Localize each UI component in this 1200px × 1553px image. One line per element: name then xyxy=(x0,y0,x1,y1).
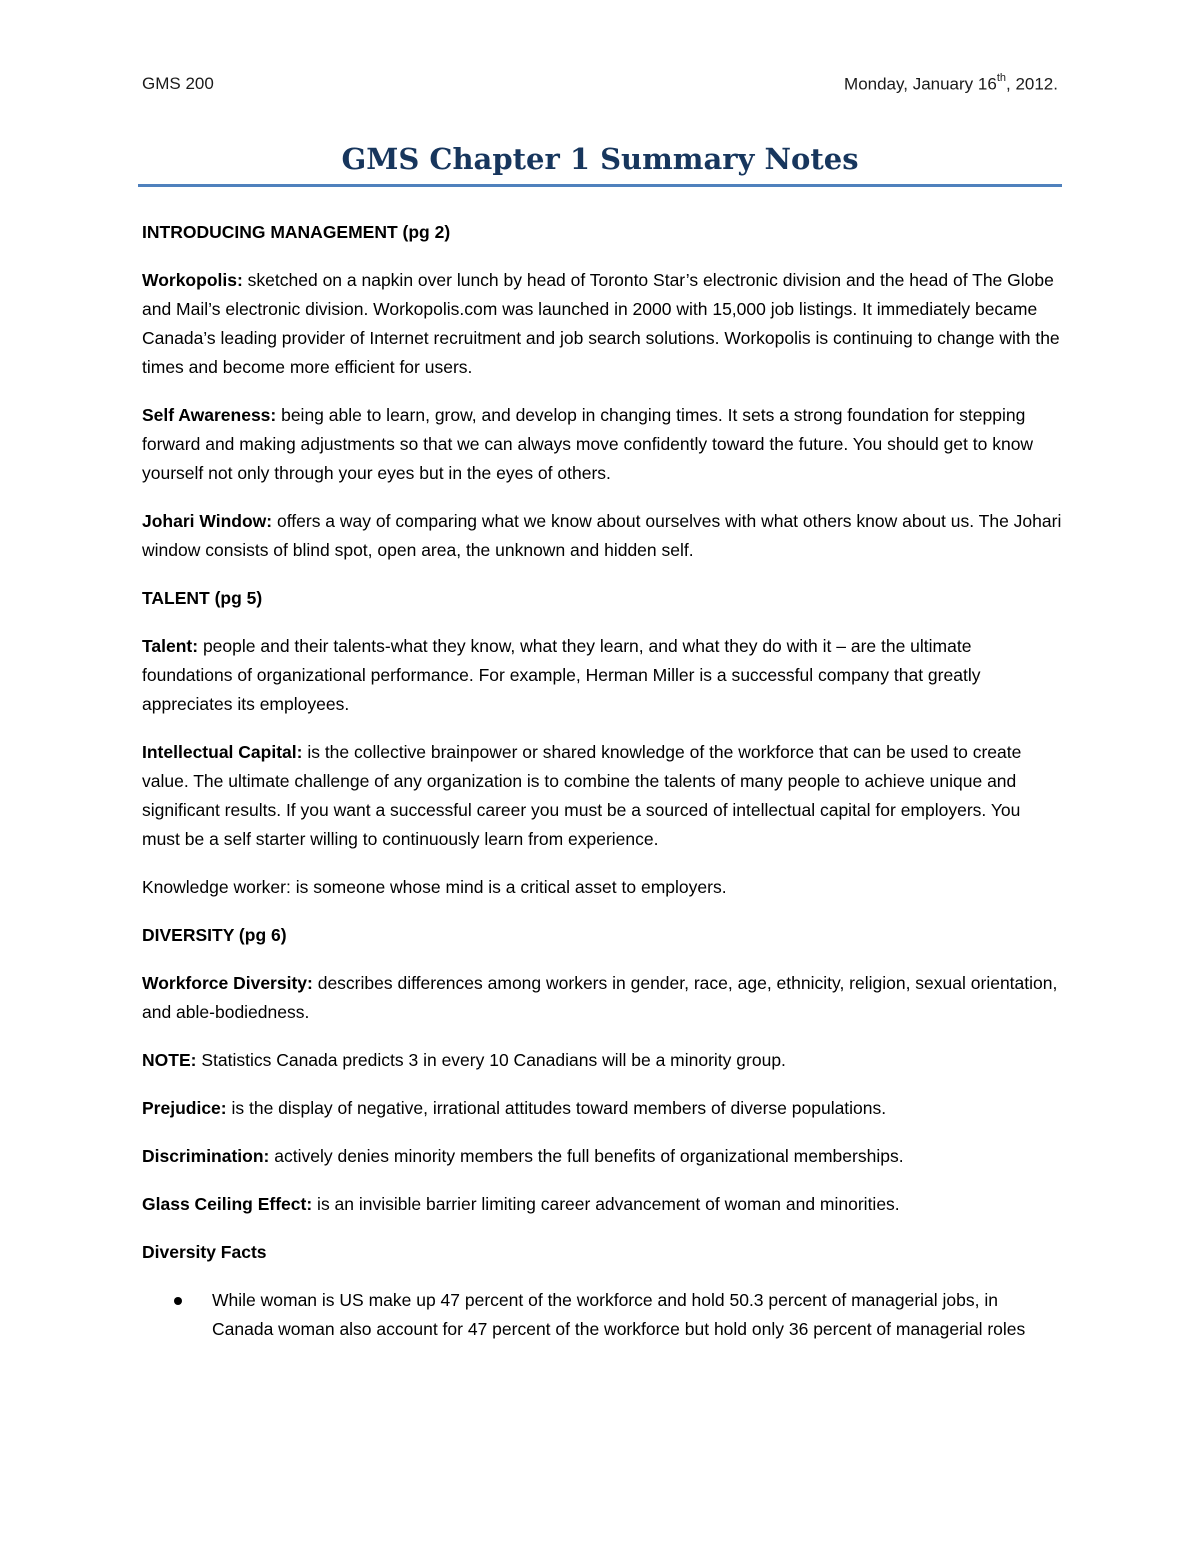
paragraph-glass-ceiling xyxy=(142,1190,1062,1219)
term-label: Johari Window: xyxy=(142,511,273,531)
term-definition: is the display of negative, irrational attitudes toward members of diverse populations. xyxy=(226,1098,887,1118)
list-item xyxy=(142,1286,1062,1344)
paragraph-note xyxy=(142,1046,1062,1075)
term-definition: offers a way of comparing what we know about ourselves with what others know about us. The Johari window consists of blind spot, open area, the unknown and hidden self. xyxy=(142,511,1062,560)
diversity-facts-list xyxy=(142,1286,1062,1344)
term-definition: is an invisible barrier limiting career advancement of woman and minorities. xyxy=(312,1194,900,1214)
term-label: Self Awareness: xyxy=(142,405,277,425)
document-body xyxy=(142,218,1062,1344)
term-definition: being able to learn, grow, and develop in changing times. It sets a strong foundation for stepping forward and making adjustments so that we can always move confidently toward the future. You should get to know yourself not only through your eyes but in the eyes of others. xyxy=(142,405,1034,483)
paragraph-knowledge-worker: Knowledge worker: is someone whose mind is a critical asset to employers. xyxy=(142,877,727,897)
paragraph-talent xyxy=(142,632,1062,719)
bullet-icon xyxy=(174,1297,182,1305)
section-heading-diversity-facts: Diversity Facts xyxy=(142,1242,267,1262)
paragraph-intellectual-capital xyxy=(142,738,1062,854)
date-ordinal: th xyxy=(996,72,1006,84)
paragraph-self-awareness xyxy=(142,401,1062,488)
section-heading-intro: INTRODUCING MANAGEMENT (pg 2) xyxy=(142,222,451,242)
paragraph-johari-window xyxy=(142,507,1062,565)
term-definition: sketched on a napkin over lunch by head of Toronto Star’s electronic division and the head of The Globe and Mail’s electronic division. Workopolis.com was launched in 2000 with 15,000 job listings. It immediately became Canada’s leading provider of Internet recruitment and job search solutions. Workopolis is continuing to change with the times and become more efficient for users. xyxy=(142,270,1060,377)
term-label: Discrimination: xyxy=(142,1146,270,1166)
term-definition: people and their talents-what they know, what they learn, and what they do with it – are the ultimate foundations of organizational performance. For example, Herman Miller is a successful company that greatly appreciates its employees. xyxy=(142,636,981,714)
term-definition: Statistics Canada predicts 3 in every 10 Canadians will be a minority group. xyxy=(196,1050,786,1070)
section-heading-talent: TALENT (pg 5) xyxy=(142,588,263,608)
term-label: Workforce Diversity: xyxy=(142,973,313,993)
term-definition: actively denies minority members the full benefits of organizational memberships. xyxy=(269,1146,904,1166)
section-heading-diversity: DIVERSITY (pg 6) xyxy=(142,925,287,945)
title-underline xyxy=(138,184,1062,187)
course-code: GMS 200 xyxy=(142,74,214,93)
term-definition: is the collective brainpower or shared knowledge of the workforce that can be used to create value. The ultimate challenge of any organization is to combine the talents of many people to achieve unique and significant results. If you want a successful career you must be a sourced of intellectual capital for employers. You must be a self starter willing to continuously learn from experience. xyxy=(142,742,1022,849)
paragraph-prejudice xyxy=(142,1094,1062,1123)
term-label: Workopolis: xyxy=(142,270,243,290)
list-item-text: While woman is US make up 47 percent of the workforce and hold 50.3 percent of managerial jobs, in Canada woman also account for 47 percent of the workforce but hold only 36 percent of managerial roles xyxy=(212,1290,1026,1339)
term-label: NOTE: xyxy=(142,1050,197,1070)
paragraph-workopolis xyxy=(142,266,1062,382)
term-label: Glass Ceiling Effect: xyxy=(142,1194,313,1214)
page-title: GMS Chapter 1 Summary Notes xyxy=(341,142,859,176)
date-text: Monday, January 16 xyxy=(844,74,997,94)
date-year: , 2012. xyxy=(1006,74,1058,94)
page-header xyxy=(142,74,1058,98)
term-label: Prejudice: xyxy=(142,1098,227,1118)
term-definition: describes differences among workers in gender, race, age, ethnicity, religion, sexual orientation, and able-bodiedness. xyxy=(142,973,1058,1022)
paragraph-discrimination xyxy=(142,1142,1062,1171)
header-date xyxy=(844,74,1058,95)
term-label: Talent: xyxy=(142,636,199,656)
term-label: Intellectual Capital: xyxy=(142,742,303,762)
paragraph-workforce-diversity xyxy=(142,969,1062,1027)
